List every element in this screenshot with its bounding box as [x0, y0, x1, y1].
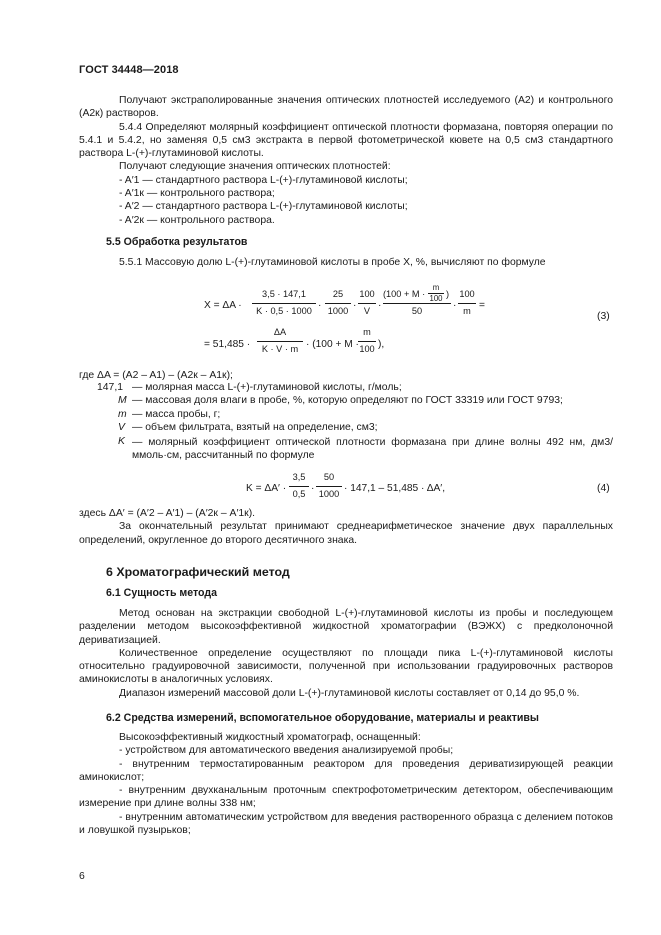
formula-3-line-2-mid: · (100 + M · [306, 339, 359, 350]
frac-5-denominator: m [463, 306, 471, 316]
paragraph: Высокоэффективный жидкостный хроматограф, оснащенный: [119, 732, 421, 743]
section-6-heading: 6 Хроматографический метод [106, 565, 290, 579]
document-code-header: ГОСТ 34448—2018 [79, 64, 179, 76]
list-item: - A′2к — контрольного раствора. [119, 214, 275, 226]
section-6-2-text [79, 731, 613, 837]
list-item: - внутренним двухканальным проточным спектрофотометрическим детектором, обеспечивающим измерение при длине волны 338 нм; [79, 785, 613, 810]
legend-description: — молярный коэффициент оптической плотности формазана при длине волны 492 нм, дм3/ммоль·см, рассчитанный по формуле [132, 437, 613, 462]
list-item: - внутренним автоматическим устройством для введения растворенного образца с делением потоков и ловушкой пузырьков; [79, 811, 613, 837]
frac-1-denominator: K · 0,5 · 1000 [256, 306, 312, 316]
frac-denominator: 1000 [318, 489, 340, 499]
frac-denominator: 0,5 [292, 489, 306, 499]
frac-numerator: 50 [323, 472, 335, 482]
formula-3-line-2-end: ), [378, 339, 385, 350]
formula-4-rest: · 147,1 – 51,485 · ΔA′, [344, 483, 446, 494]
frac-bar [358, 341, 376, 342]
list-item: - A′1к — контрольного раствора; [119, 188, 275, 200]
paragraph: Диапазон измерений массовой доли L-(+)-глутаминовой кислоты составляет от 0,14 до 95,0 %. [119, 687, 580, 699]
legend-description: — масса пробы, г; [132, 409, 221, 420]
frac-bar [458, 303, 476, 304]
legend-symbol: 147,1 [97, 382, 124, 393]
intro-paragraph-3: Получают следующие значения оптических плотностей: [119, 161, 391, 173]
formula-3-legend-where: где ΔA = (A2 – A1) – (A2к – A1к); [79, 370, 233, 381]
frac-7-numerator: m [363, 327, 371, 337]
dot-operator: · [318, 300, 322, 311]
page-number: 6 [79, 871, 85, 882]
frac-7-denominator: 100 [359, 344, 375, 354]
frac-6-denominator: K · V · m [261, 344, 299, 354]
section-6-1-heading: 6.1 Сущность метода [106, 587, 218, 599]
legend-symbol: m [118, 409, 127, 420]
formula-4-number: (4) [597, 483, 610, 494]
frac-1-numerator: 3,5 · 147,1 [262, 289, 306, 299]
formula-3-lhs: X = ΔA · [204, 300, 242, 311]
frac-6-numerator: ΔA [273, 327, 287, 337]
section-6-2-heading: 6.2 Средства измерений, вспомогательное оборудование, материалы и реактивы [106, 712, 539, 724]
section-6-1-text [79, 607, 613, 700]
dot-operator: · [311, 483, 315, 494]
frac-3-denominator: V [363, 306, 371, 316]
frac-4-inner-100: 100 [429, 294, 443, 303]
frac-bar [257, 341, 303, 342]
dot-operator: · [378, 300, 382, 311]
frac-bar [325, 303, 351, 304]
final-result-paragraph: За окончательный результат принимают среднеарифметическое значение двух параллельных определений, округленное до второго десятичного знака. [79, 521, 613, 546]
section-5-5-heading: 5.5 Обработка результатов [106, 236, 248, 248]
legend-description: — молярная масса L-(+)-глутаминовой кислоты, г/моль; [132, 382, 402, 393]
formula-3-number: (3) [597, 311, 610, 322]
intro-paragraph-1: Получают экстраполированные значения оптических плотностей исследуемого (A2) и контрольного (A2к) растворов. [79, 95, 613, 120]
formula-4-legend: здесь ΔA′ = (A′2 – A′1) – (A′2к – A′1к). За окончательный результат принимают среднеарифметическое значение двух параллельных определений, округленное до второго десятичного знака. [79, 508, 613, 546]
paragraph: Метод основан на экстракции свободной L-(+)-глутаминовой кислоты из пробы и последующем разделении методом высокоэффективной жидкостной хроматографии (ВЭЖХ) с предколоночной дериватизацией. [79, 608, 613, 646]
frac-bar [358, 303, 376, 304]
frac-bar [316, 486, 342, 487]
dot-operator: · [353, 300, 357, 311]
legend-description: — объем фильтрата, взятый на определение, см3; [132, 422, 378, 433]
paragraph-5-4-4: 5.4.4 Определяют молярный коэффициент оптической плотности формазана, повторяя операции по 5.4.1 и 5.4.2, но заменяя 0,5 см3 экстракта в первой фотометрической кювете на 0,5 см3 стандартного раствора L-(+)-глутаминовой кислоты. [79, 121, 613, 160]
frac-4-numerator-close: ) [446, 289, 450, 299]
frac-bar [252, 303, 316, 304]
legend-symbol: V [118, 422, 125, 433]
list-item: - устройством для автоматического введения анализируемой пробы; [119, 745, 454, 757]
legend-symbol: K [118, 436, 125, 447]
frac-3-numerator: 100 [359, 289, 375, 299]
list-item: - внутренним термостатированным реактором для проведения дериватизирующей реакции аминокислот; [79, 758, 613, 783]
frac-bar [383, 303, 451, 304]
list-item: - A′1 — стандартного раствора L-(+)-глутаминовой кислоты; [119, 174, 408, 186]
frac-4-denominator: 50 [411, 306, 423, 316]
frac-numerator: 3,5 [292, 472, 306, 482]
frac-bar [289, 486, 309, 487]
frac-2-numerator: 25 [332, 289, 344, 299]
paragraph: Количественное определение осуществляют по площади пика L-(+)-глутаминовой кислоты относительно градуировочной зависимости, полученной при использовании градуировочных растворов аминокислоты в аналогичных условиях. [79, 647, 613, 686]
frac-5-numerator: 100 [459, 289, 475, 299]
legend-symbol: M [118, 395, 127, 406]
formula-4-lhs: K = ΔA′ · [246, 483, 287, 494]
equals-sign: = [479, 300, 485, 311]
paragraph-5-5-1: 5.5.1 Массовую долю L-(+)-глутаминовой кислоты в пробе X, %, вычисляют по формуле [119, 257, 546, 268]
list-item: - A′2 — стандартного раствора L-(+)-глутаминовой кислоты; [119, 201, 408, 213]
frac-4-numerator-open: (100 + M · [383, 289, 426, 299]
intro-block [79, 94, 613, 227]
frac-2-denominator: 1000 [327, 306, 349, 316]
dot-operator: · [453, 300, 457, 311]
frac-4-inner-m: m [432, 283, 440, 292]
formula-3-line-2-start: = 51,485 · [204, 339, 251, 350]
legend-description: — массовая доля влаги в пробе, %, которую определяют по ГОСТ 33319 или ГОСТ 9793; [132, 395, 563, 406]
